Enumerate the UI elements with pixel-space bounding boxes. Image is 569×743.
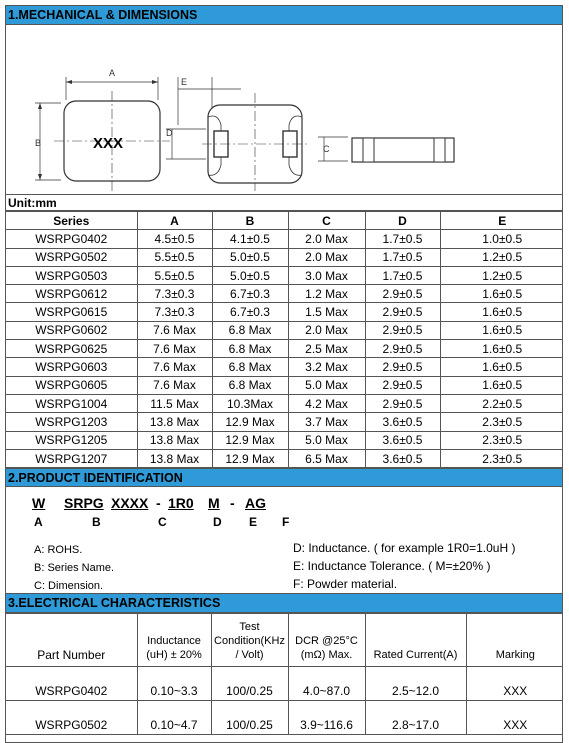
table-row: [6, 358, 563, 376]
table-cell: 6.7±0.3: [212, 285, 288, 303]
table-cell: 1.2 Max: [288, 285, 365, 303]
table-cell: WSRPG0605: [6, 376, 137, 394]
table-cell: WSRPG0615: [6, 303, 137, 321]
table-cell: 5.0 Max: [288, 376, 365, 394]
table-cell: 2.9±0.5: [365, 376, 440, 394]
table-row: [6, 667, 563, 701]
table-cell: WSRPG0612: [6, 285, 137, 303]
dimensions-table: [6, 211, 563, 468]
table-cell: 4.0~87.0: [288, 667, 365, 701]
section-electrical-header: 3.ELECTRICAL CHARACTERISTICS: [6, 594, 562, 613]
table-cell: 1.6±0.5: [440, 285, 563, 303]
table-row: [6, 413, 563, 431]
table-cell: 2.3±0.5: [440, 431, 563, 449]
table-cell: 1.6±0.5: [440, 303, 563, 321]
code-letter-b: B: [92, 515, 101, 530]
section-product-id-header: 2.PRODUCT IDENTIFICATION: [6, 468, 562, 487]
table-cell: 6.8 Max: [212, 376, 288, 394]
table-cell: 6.5 Max: [288, 449, 365, 467]
col-header-series: Series: [6, 212, 137, 230]
table-cell: 5.0 Max: [288, 431, 365, 449]
mechanical-drawing: [6, 25, 562, 195]
code-dash-2: -: [230, 495, 235, 512]
table-cell: WSRPG1004: [6, 394, 137, 412]
table-cell: 2.3±0.5: [440, 413, 563, 431]
table-cell: 7.6 Max: [137, 321, 212, 339]
marking-text: XXX: [93, 135, 124, 152]
table-cell: 12.9 Max: [212, 413, 288, 431]
col-header-d: D: [365, 212, 440, 230]
hdr-dcr-line1: DCR @25°C: [295, 635, 358, 648]
desc-f: F: Powder material.: [293, 577, 398, 592]
table-cell: 1.2±0.5: [440, 248, 563, 266]
section-mechanical-header: 1.MECHANICAL & DIMENSIONS: [6, 6, 562, 25]
table-cell: 5.5±0.5: [137, 266, 212, 284]
table-cell: 2.2±0.5: [440, 394, 563, 412]
table-cell: 3.6±0.5: [365, 413, 440, 431]
table-cell: 0.10~3.3: [137, 667, 211, 701]
table-cell: 2.8~17.0: [365, 701, 466, 735]
table-cell: 2.5 Max: [288, 340, 365, 358]
table-cell: 13.8 Max: [137, 413, 212, 431]
table-cell: 6.7±0.3: [212, 303, 288, 321]
table-cell: 100/0.25: [211, 701, 288, 735]
desc-c: C: Dimension.: [34, 580, 104, 593]
electrical-table: [6, 613, 563, 735]
table-cell: 4.5±0.5: [137, 230, 212, 248]
col-header-e: E: [440, 212, 563, 230]
desc-b: B: Series Name.: [34, 562, 115, 575]
code-letter-f: F: [282, 515, 290, 530]
table-cell: 1.7±0.5: [365, 248, 440, 266]
dim-label-b: B: [35, 138, 42, 148]
code-xxxx: XXXX: [111, 495, 149, 512]
table-cell: WSRPG0402: [6, 230, 137, 248]
table-cell: XXX: [466, 701, 563, 735]
table-cell: 2.0 Max: [288, 321, 365, 339]
table-cell: 1.5 Max: [288, 303, 365, 321]
col-header-b: B: [212, 212, 288, 230]
table-cell: WSRPG0402: [6, 667, 137, 701]
code-letter-c: C: [158, 515, 167, 530]
table-cell: 1.2±0.5: [440, 266, 563, 284]
table-cell: 5.0±0.5: [212, 266, 288, 284]
table-cell: 7.3±0.3: [137, 303, 212, 321]
table-row: [6, 449, 563, 467]
hdr-rated-current: Rated Current(A): [365, 614, 466, 667]
table-cell: 4.2 Max: [288, 394, 365, 412]
table-cell: WSRPG1205: [6, 431, 137, 449]
table-cell: WSRPG0603: [6, 358, 137, 376]
code-letter-a: A: [34, 515, 43, 530]
hdr-inductance-line1: Inductance: [147, 635, 201, 648]
dim-label-a: A: [109, 68, 116, 78]
table-cell: 5.0±0.5: [212, 248, 288, 266]
table-cell: XXX: [466, 667, 563, 701]
table-cell: WSRPG1203: [6, 413, 137, 431]
code-letter-d: D: [213, 515, 222, 530]
code-w: W: [32, 495, 46, 512]
table-cell: 6.8 Max: [212, 340, 288, 358]
table-cell: WSRPG0502: [6, 701, 137, 735]
desc-e: E: Inductance Tolerance. ( M=±20% ): [293, 559, 491, 574]
table-cell: 3.6±0.5: [365, 449, 440, 467]
desc-d: D: Inductance. ( for example 1R0=1.0uH ): [293, 541, 516, 556]
hdr-inductance: [137, 614, 211, 667]
table-cell: 2.9±0.5: [365, 303, 440, 321]
table-row: [6, 340, 563, 358]
table-cell: 2.9±0.5: [365, 394, 440, 412]
table-row: [6, 431, 563, 449]
code-m: M: [208, 495, 220, 512]
table-cell: 10.3Max: [212, 394, 288, 412]
col-header-c: C: [288, 212, 365, 230]
table-cell: 2.0 Max: [288, 248, 365, 266]
desc-a: A: ROHS.: [34, 544, 83, 557]
table-cell: WSRPG0602: [6, 321, 137, 339]
dimensions-header-row: [6, 212, 563, 230]
table-cell: 2.3±0.5: [440, 449, 563, 467]
hdr-inductance-line2: (uH) ± 20%: [146, 649, 202, 662]
dim-label-d: D: [166, 128, 173, 138]
table-cell: 6.8 Max: [212, 321, 288, 339]
table-cell: 6.8 Max: [212, 358, 288, 376]
table-cell: 2.5~12.0: [365, 667, 466, 701]
hdr-dcr: [288, 614, 365, 667]
table-cell: WSRPG0502: [6, 248, 137, 266]
table-cell: WSRPG0503: [6, 266, 137, 284]
table-cell: 12.9 Max: [212, 449, 288, 467]
product-identification: [6, 487, 562, 594]
code-1r0: 1R0: [168, 495, 194, 512]
dim-label-e: E: [181, 77, 188, 87]
table-cell: 1.6±0.5: [440, 321, 563, 339]
table-row: [6, 394, 563, 412]
hdr-marking: Marking: [466, 614, 563, 667]
table-cell: 4.1±0.5: [212, 230, 288, 248]
table-row: [6, 321, 563, 339]
code-letter-e: E: [249, 515, 258, 530]
code-dash-1: -: [156, 495, 161, 512]
table-cell: 2.9±0.5: [365, 358, 440, 376]
table-cell: 1.0±0.5: [440, 230, 563, 248]
unit-label: Unit:mm: [6, 195, 562, 211]
dimension-drawing-svg: [6, 25, 562, 195]
hdr-test-line2: Condition(KHz: [214, 635, 285, 648]
table-cell: 7.6 Max: [137, 340, 212, 358]
table-row: [6, 248, 563, 266]
table-cell: 12.9 Max: [212, 431, 288, 449]
table-cell: 2.9±0.5: [365, 285, 440, 303]
hdr-part-number: Part Number: [6, 614, 137, 667]
table-cell: 13.8 Max: [137, 431, 212, 449]
table-cell: 1.7±0.5: [365, 266, 440, 284]
table-cell: 100/0.25: [211, 667, 288, 701]
table-cell: 1.7±0.5: [365, 230, 440, 248]
table-cell: 2.0 Max: [288, 230, 365, 248]
table-cell: 3.0 Max: [288, 266, 365, 284]
table-cell: 3.9~116.6: [288, 701, 365, 735]
col-header-a: A: [137, 212, 212, 230]
table-cell: 0.10~4.7: [137, 701, 211, 735]
table-cell: 1.6±0.5: [440, 340, 563, 358]
table-cell: 2.9±0.5: [365, 321, 440, 339]
electrical-header-row: [6, 614, 563, 667]
table-cell: 1.6±0.5: [440, 376, 563, 394]
table-row: [6, 285, 563, 303]
table-cell: 5.5±0.5: [137, 248, 212, 266]
table-cell: 7.6 Max: [137, 376, 212, 394]
table-cell: 2.9±0.5: [365, 340, 440, 358]
table-cell: 13.8 Max: [137, 449, 212, 467]
code-srpg: SRPG: [64, 495, 104, 512]
table-row: [6, 303, 563, 321]
hdr-test-line3: / Volt): [235, 649, 264, 662]
table-cell: 7.3±0.3: [137, 285, 212, 303]
datasheet: [5, 5, 563, 743]
table-row: [6, 230, 563, 248]
code-ag: AG: [245, 495, 266, 512]
table-cell: 7.6 Max: [137, 358, 212, 376]
table-cell: 3.2 Max: [288, 358, 365, 376]
hdr-test-line1: Test: [239, 621, 260, 634]
hdr-dcr-line2: (mΩ) Max.: [300, 649, 353, 662]
table-cell: 11.5 Max: [137, 394, 212, 412]
table-cell: 3.6±0.5: [365, 431, 440, 449]
table-row: [6, 376, 563, 394]
dim-label-c: C: [323, 144, 330, 154]
table-cell: WSRPG0625: [6, 340, 137, 358]
table-cell: 3.7 Max: [288, 413, 365, 431]
table-cell: 1.6±0.5: [440, 358, 563, 376]
hdr-test-condition: [211, 614, 288, 667]
table-row: [6, 266, 563, 284]
table-cell: WSRPG1207: [6, 449, 137, 467]
table-row: [6, 701, 563, 735]
